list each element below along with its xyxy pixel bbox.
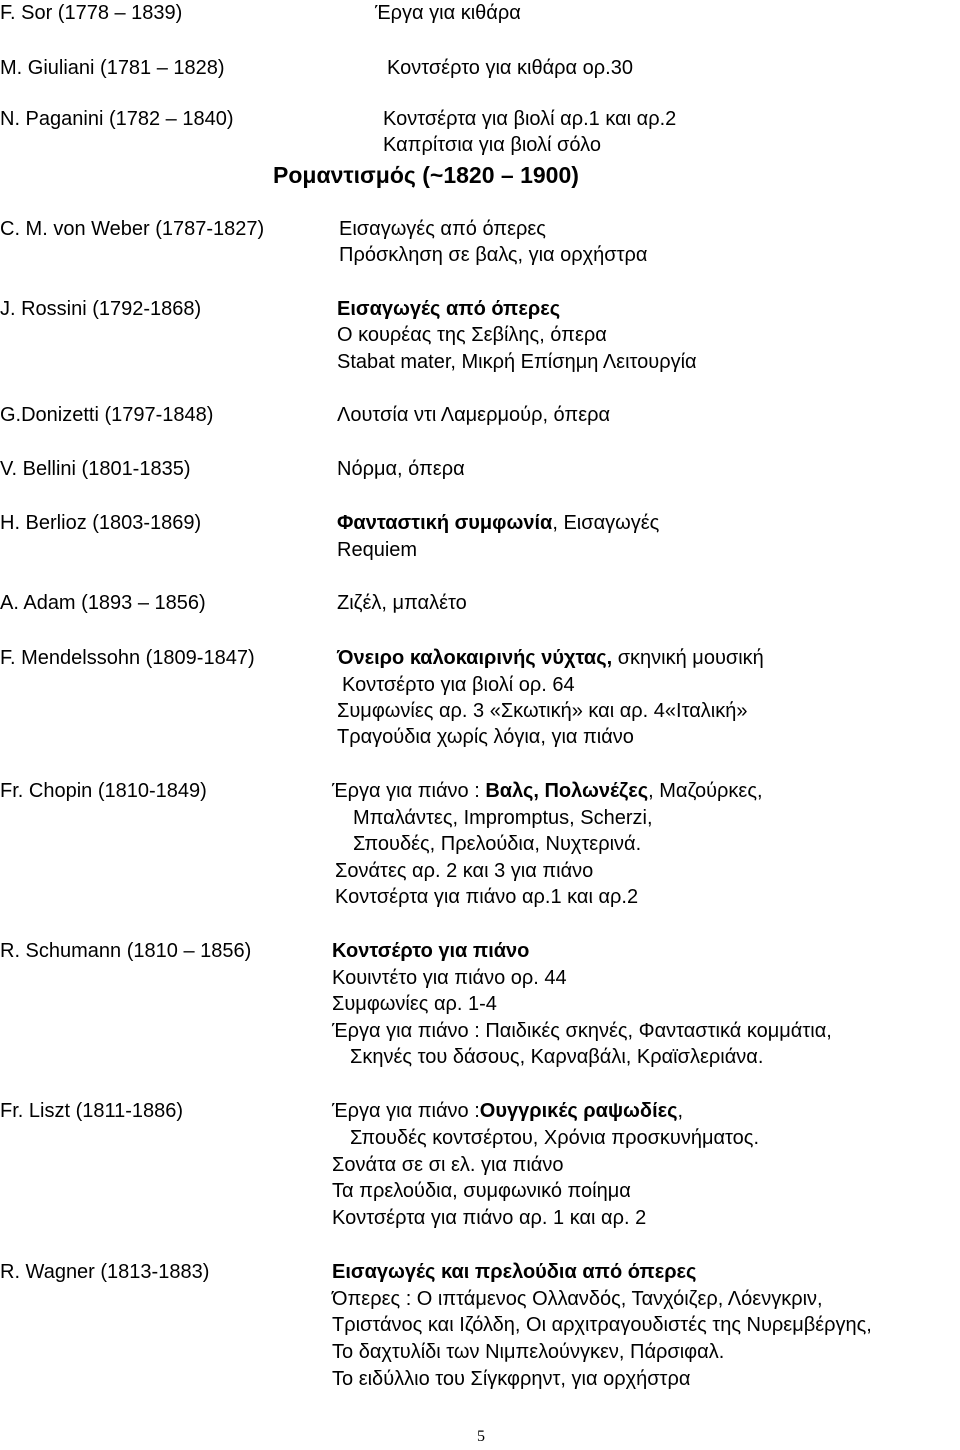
work-chopin-1-b: , Μαζούρκες,	[648, 780, 763, 802]
page-number: 5	[477, 1428, 485, 1445]
work-giuliani: Κοντσέρτο για κιθάρα ορ.30	[387, 57, 633, 79]
work-mendelssohn-2: Κοντσέρτο για βιολί ορ. 64	[342, 674, 575, 696]
work-donizetti-1: Λουτσία ντι Λαμερμούρ, όπερα	[337, 404, 611, 426]
composer-berlioz: H. Berlioz (1803-1869)	[0, 512, 202, 534]
composer-wagner: R. Wagner (1813-1883)	[0, 1261, 210, 1283]
work-weber-1: Εισαγωγές από όπερες	[339, 218, 546, 240]
composer-weber: C. M. von Weber (1787-1827)	[0, 218, 265, 240]
work-berlioz-2: Requiem	[337, 539, 418, 561]
work-liszt-1-a: Έργα για πιάνο :	[332, 1100, 480, 1122]
work-mendelssohn-1-rest: σκηνική μουσική	[612, 647, 764, 669]
work-mendelssohn-1-bold: Όνειρο καλοκαιρινής νύχτας,	[337, 647, 613, 669]
work-wagner-2: Όπερες : Ο ιπτάμενος Ολλανδός, Τανχόιζερ, Λόενγκριν,	[332, 1288, 823, 1310]
work-chopin-1	[332, 778, 763, 804]
work-liszt-4: Τα πρελούδια, συμφωνικό ποίημα	[332, 1180, 631, 1202]
composer-adam: A. Adam (1893 – 1856)	[0, 592, 206, 614]
work-chopin-3: Σπουδές, Πρελούδια, Νυχτερινά.	[353, 833, 642, 855]
work-schumann-4: Έργα για πιάνο : Παιδικές σκηνές, Φανταστικά κομμάτια,	[332, 1020, 832, 1042]
work-rossini-1: Εισαγωγές από όπερες	[337, 298, 561, 320]
work-wagner-3: Τριστάνος και Ιζόλδη, Οι αρχιτραγουδιστές της Νυρεμβέργης,	[332, 1314, 872, 1336]
work-liszt-2: Σπουδές κοντσέρτου, Χρόνια προσκυνήματος.	[350, 1127, 759, 1149]
section-heading: Ρομαντισμός (~1820 – 1900)	[273, 162, 579, 188]
work-schumann-2: Κουιντέτο για πιάνο ορ. 44	[332, 967, 567, 989]
work-mendelssohn-4: Τραγούδια χωρίς λόγια, για πιάνο	[337, 726, 634, 748]
work-sor: Έργα για κιθάρα	[375, 2, 521, 24]
work-chopin-4: Σονάτες αρ. 2 και 3 για πιάνο	[335, 860, 594, 882]
work-berlioz-1	[337, 510, 659, 536]
work-berlioz-1-rest: , Εισαγωγές	[552, 512, 660, 534]
work-mendelssohn-3: Συμφωνίες αρ. 3 «Σκωτική» και αρ. 4«Ιταλική»	[337, 700, 748, 722]
composer-rossini: J. Rossini (1792-1868)	[0, 298, 202, 320]
composer-giuliani: M. Giuliani (1781 – 1828)	[0, 57, 225, 79]
composer-sor: F. Sor (1778 – 1839)	[0, 2, 183, 24]
work-liszt-5: Κοντσέρτα για πιάνο αρ. 1 και αρ. 2	[332, 1207, 647, 1229]
composer-paganini: N. Paganini (1782 – 1840)	[0, 108, 234, 130]
composer-chopin: Fr. Chopin (1810-1849)	[0, 780, 207, 802]
work-liszt-3: Σονάτα σε σι ελ. για πιάνο	[332, 1154, 564, 1176]
work-liszt-1-b: ,	[677, 1100, 684, 1122]
work-paganini-1: Κοντσέρτα για βιολί αρ.1 και αρ.2	[383, 108, 677, 130]
work-rossini-3: Stabat mater, Μικρή Επίσημη Λειτουργία	[337, 351, 697, 373]
work-bellini-1: Νόρμα, όπερα	[337, 458, 465, 480]
work-chopin-1-a: Έργα για πιάνο :	[332, 780, 486, 802]
work-weber-2: Πρόσκληση σε βαλς, για ορχήστρα	[339, 244, 648, 266]
work-wagner-1: Εισαγωγές και πρελούδια από όπερες	[332, 1261, 697, 1283]
work-mendelssohn-1	[337, 645, 764, 671]
work-schumann-5: Σκηνές του δάσους, Καρναβάλι, Κραϊσλεριάνα.	[350, 1046, 764, 1068]
work-chopin-2: Μπαλάντες, Impromptus, Scherzi,	[353, 807, 653, 829]
composer-mendelssohn: F. Mendelssohn (1809-1847)	[0, 647, 255, 669]
work-liszt-1	[332, 1098, 683, 1124]
work-liszt-1-bold: Ουγγρικές ραψωδίες	[479, 1100, 678, 1122]
work-rossini-2: Ο κουρέας της Σεβίλης, όπερα	[337, 324, 607, 346]
composer-liszt: Fr. Liszt (1811-1886)	[0, 1100, 184, 1122]
work-schumann-3: Συμφωνίες αρ. 1-4	[332, 993, 497, 1015]
composer-bellini: V. Bellini (1801-1835)	[0, 458, 191, 480]
work-adam-1: Ζιζέλ, μπαλέτο	[337, 592, 467, 614]
composer-schumann: R. Schumann (1810 – 1856)	[0, 940, 252, 962]
composer-donizetti: G.Donizetti (1797-1848)	[0, 404, 214, 426]
work-wagner-4: Το δαχτυλίδι των Νιμπελούνγκεν, Πάρσιφαλ.	[332, 1341, 725, 1363]
work-chopin-5: Κοντσέρτα για πιάνο αρ.1 και αρ.2	[335, 886, 639, 908]
work-schumann-1: Κοντσέρτο για πιάνο	[332, 940, 530, 962]
work-wagner-5: Το ειδύλλιο του Σίγκφρηντ, για ορχήστρα	[332, 1368, 691, 1390]
work-paganini-2: Καπρίτσια για βιολί σόλο	[383, 134, 601, 156]
work-berlioz-1-bold: Φανταστική συμφωνία	[337, 512, 553, 534]
work-chopin-1-bold: Βαλς, Πολωνέζες	[485, 780, 649, 802]
